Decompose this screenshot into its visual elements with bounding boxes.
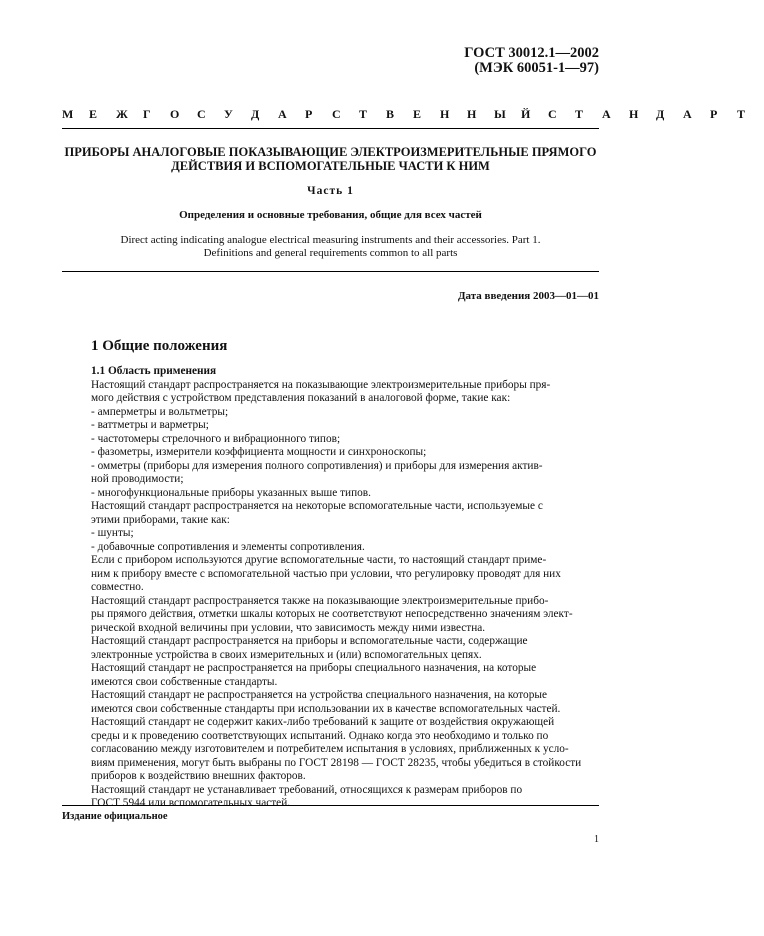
paragraph: имеются свои собственные стандарты. — [91, 675, 278, 688]
banner-letter: Н — [467, 107, 477, 121]
standard-identifier — [464, 46, 599, 76]
banner-letter: Ы — [494, 107, 506, 121]
banner-letter: О — [170, 107, 180, 121]
paragraph: мого действия с устройством представления показаний в аналоговой форме, такие как: — [91, 392, 511, 404]
banner-letter: С — [332, 107, 341, 121]
paragraph: Настоящий стандарт не содержит каких-либо требований к защите от воздействия окружающей — [91, 716, 555, 728]
title-line-1: ПРИБОРЫ АНАЛОГОВЫЕ ПОКАЗЫВАЮЩИЕ ЭЛЕКТРОИЗМЕРИТЕЛЬНЫЕ ПРЯМОГО — [64, 145, 597, 159]
english-line-2: Definitions and general requirements common to all parts — [203, 246, 458, 259]
banner-word-2 — [548, 107, 764, 122]
list-item: - добавочные сопротивления и элементы сопротивления. — [91, 540, 365, 553]
list-item: - многофункциональные приборы указанных выше типов. — [91, 486, 371, 499]
section-heading: 1 Общие положения — [91, 338, 228, 354]
part-label: Часть 1 — [307, 185, 354, 197]
banner-letter: Т — [737, 107, 746, 121]
banner-letter: М — [62, 107, 74, 121]
list-item: - частотомеры стрелочного и вибрационного типов; — [91, 432, 341, 445]
banner-letter: А — [278, 107, 287, 121]
banner-letter: Н — [629, 107, 639, 121]
banner-letter: Т — [359, 107, 368, 121]
paragraph: Настоящий стандарт распространяется на приборы и вспомогательные части, содержащие — [91, 635, 528, 647]
banner-letter: Н — [440, 107, 450, 121]
top-rule — [62, 128, 599, 129]
banner-letter: Т — [575, 107, 584, 121]
banner-letter: Р — [305, 107, 313, 121]
list-item: - ваттметры и варметры; — [91, 419, 209, 431]
banner-word-1 — [62, 107, 548, 122]
banner-letter: А — [602, 107, 611, 121]
paragraph: имеются свои собственные стандарты при использовании их в качестве вспомогательных частей. — [91, 702, 561, 715]
english-title — [80, 234, 581, 259]
banner-letter: Д — [656, 107, 665, 121]
paragraph: этими приборами, такие как: — [91, 513, 230, 526]
list-item: - омметры (приборы для измерения полного сопротивления) и приборы для измерения актив- — [91, 459, 543, 472]
banner-letter: А — [683, 107, 692, 121]
official-edition-label: Издание официальное — [62, 811, 168, 822]
banner-letter: С — [548, 107, 557, 121]
footer-rule — [62, 805, 599, 806]
list-item: ной проводимости; — [91, 473, 184, 485]
banner-letter: Г — [143, 107, 151, 121]
subsection-heading: 1.1 Область применения — [91, 365, 217, 377]
banner-letter: У — [224, 107, 233, 121]
list-item: - фазометры, измерители коэффициента мощности и синхроноскопы; — [91, 446, 427, 458]
paragraph: Настоящий стандарт распространяется на показывающие электроизмерительные приборы пря- — [91, 378, 551, 391]
section-body — [91, 365, 599, 811]
title-rule — [62, 271, 599, 272]
banner-letter: Ж — [116, 107, 128, 121]
title-line-2: ДЕЙСТВИЯ И ВСПОМОГАТЕЛЬНЫЕ ЧАСТИ К НИМ — [171, 159, 490, 173]
list-item: - шунты; — [91, 527, 134, 539]
paragraph: Настоящий стандарт не распространяется на устройства специального назначения, на которые — [91, 689, 547, 701]
standard-number: ГОСТ 30012.1—2002 — [464, 45, 599, 61]
document-title — [62, 145, 599, 173]
paragraph: ры прямого действия, отметки шкалы которых не соответствуют непосредственно значениям элект- — [91, 608, 573, 620]
paragraph: Настоящий стандарт не распространяется на приборы специального назначения, на которые — [91, 662, 537, 674]
paragraph: виям применения, могут быть выбраны по ГОСТ 28198 — ГОСТ 28235, чтобы убедиться в стойкости — [91, 756, 582, 769]
banner-letter: Р — [710, 107, 718, 121]
paragraph: Настоящий стандарт не устанавливает требований, относящихся к размерам приборов по — [91, 783, 523, 796]
paragraph: рической входной величины при условии, что зависимость между ними известна. — [91, 621, 486, 634]
english-line-1: Direct acting indicating analogue electrical measuring instruments and their accessories. Part 1. — [120, 234, 541, 246]
paragraph: согласованию между изготовителем и потребителем испытания в условиях, приближенных к усло- — [91, 743, 569, 755]
banner-letter: Д — [251, 107, 260, 121]
page-number: 1 — [594, 834, 599, 845]
paragraph: Настоящий стандарт распространяется также на показывающие электроизмерительные прибо- — [91, 594, 549, 607]
banner-letter: В — [386, 107, 395, 121]
paragraph: совместно. — [91, 581, 144, 593]
banner-letter: С — [197, 107, 206, 121]
paragraph: ним к прибору вместе с вспомогательной частью при условии, что регулировку проводят для них — [91, 567, 561, 580]
banner-letter: Е — [413, 107, 422, 121]
paragraph: среды и к проведению соответствующих испытаний. Однако когда это необходимо и только по — [91, 729, 549, 742]
list-item: - амперметры и вольтметры; — [91, 405, 229, 418]
paragraph: приборов к воздействию внешних факторов. — [91, 770, 306, 782]
paragraph: ГОСТ 5944 или вспомогательных частей. — [91, 797, 291, 809]
banner-letter: Е — [89, 107, 98, 121]
paragraph: электронные устройства в своих измерительных и (или) вспомогательных цепях. — [91, 648, 482, 661]
interstate-standard-banner — [62, 107, 746, 122]
banner-letter: Й — [521, 107, 531, 121]
iec-number: (МЭК 60051-1—97) — [474, 60, 599, 76]
effective-date: Дата введения 2003—01—01 — [457, 290, 599, 302]
paragraph: Если с прибором используются другие вспомогательные части, то настоящий стандарт приме- — [91, 554, 547, 566]
part-subtitle: Определения и основные требования, общие для всех частей — [179, 209, 482, 221]
paragraph: Настоящий стандарт распространяется на некоторые вспомогательные части, используемые с — [91, 500, 543, 512]
